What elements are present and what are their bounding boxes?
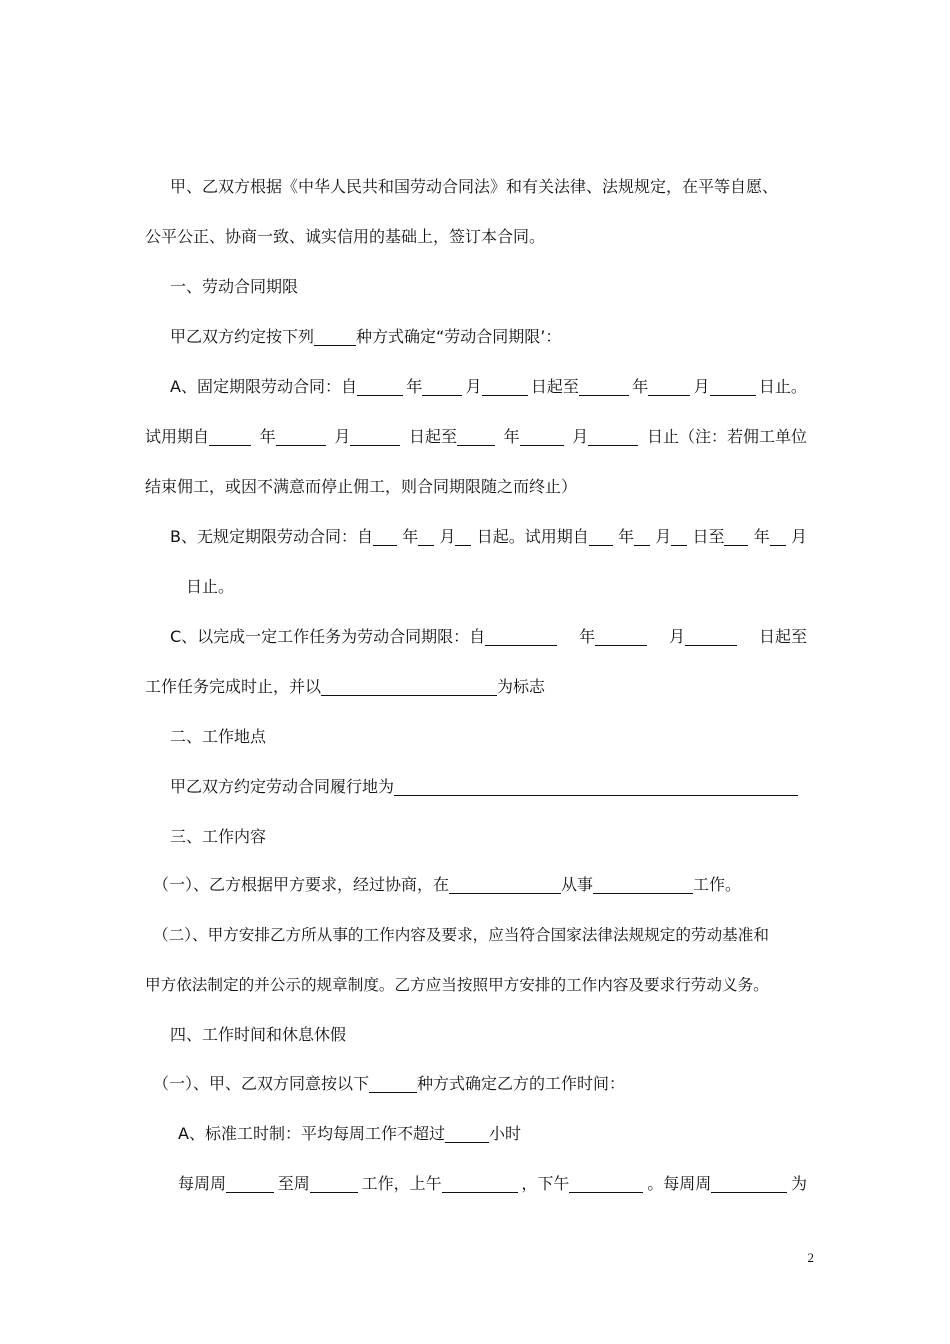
seg-year-4 — [504, 421, 564, 453]
work-content-text-2b: 甲方依法制定的并公示的规章制度。乙方应当按照甲方安排的工作内容及要求行劳动义务。 — [145, 976, 769, 994]
blank-start-month[interactable] — [422, 375, 462, 396]
section-1-intro — [170, 321, 807, 353]
rest-day-suffix: 为 — [790, 1174, 807, 1193]
seg-month-8 — [669, 621, 737, 653]
seg-afternoon — [521, 1168, 643, 1200]
year-label: 年 — [406, 377, 423, 396]
task-complete-text: 工作任务完成时止，并以 — [145, 677, 322, 696]
work-content-item-2b — [145, 969, 807, 1001]
year-label: 年 — [402, 527, 419, 546]
page-number: 2 — [807, 1250, 814, 1265]
month-label: 月 — [693, 377, 710, 396]
preamble-line-1 — [170, 171, 807, 203]
blank-week-start-day[interactable] — [226, 1172, 274, 1193]
work-location-line — [170, 771, 807, 803]
blank-week-end-day[interactable] — [310, 1172, 358, 1193]
task-marker-label: 为标志 — [497, 677, 546, 696]
seg-month-3 — [334, 421, 400, 453]
seg-year-2 — [632, 371, 690, 403]
work-content-item-1 — [153, 869, 807, 901]
work-content-item-2a — [153, 919, 807, 951]
task-term-label: C、以完成一定工作任务为劳动合同期限：自 — [170, 627, 486, 646]
preamble-text-1: 甲、乙双方根据《中华人民共和国劳动合同法》和有关法律、法规规定，在平等自愿、 — [170, 177, 779, 196]
seg-probation — [145, 421, 251, 453]
blank-open-year[interactable] — [373, 525, 397, 546]
year-label: 年 — [259, 427, 276, 446]
seg-month-6 — [655, 521, 687, 553]
work-time-intro-text: （一）、甲、乙双方同意按以下 — [153, 1074, 370, 1093]
blank-work-time-method[interactable] — [369, 1072, 417, 1093]
blank-task-month[interactable] — [595, 625, 647, 646]
blank-open-probation-end-month[interactable] — [770, 525, 786, 546]
month-label: 月 — [465, 377, 482, 396]
year-label: 年 — [753, 527, 770, 546]
blank-start-day[interactable] — [482, 375, 528, 396]
seg-task-start — [170, 621, 557, 653]
work-location-text: 甲乙双方约定劳动合同履行地为 — [170, 777, 395, 796]
seg-morning — [362, 1168, 518, 1200]
weekly-schedule-line — [178, 1168, 807, 1200]
year-label: 年 — [503, 427, 520, 446]
section-4-title — [170, 1019, 807, 1051]
blank-work-place[interactable] — [449, 873, 561, 894]
month-label: 月 — [572, 427, 589, 446]
standard-hours-line — [178, 1118, 807, 1150]
afternoon-label: ，下午 — [521, 1174, 570, 1193]
preamble-text-2: 公平公正、协商一致、诚实信用的基础上，签订本合同。 — [145, 227, 546, 246]
blank-work-location[interactable] — [394, 775, 798, 796]
seg-year-7 — [754, 521, 786, 553]
blank-afternoon-hours[interactable] — [569, 1172, 643, 1193]
intro-text-2: 种方式确定“劳动合同期限’： — [356, 327, 562, 346]
probation-note-text: 结束佣工，或因不满意而停止佣工，则合同期限随之而终止） — [145, 477, 578, 496]
week-to-label: 至周 — [277, 1174, 310, 1193]
morning-label: 工作，上午 — [361, 1174, 442, 1193]
work-content-text-2a: （二）、甲方安排乙方所从事的工作内容及要求，应当符合国家法律法规规定的劳动基准和 — [153, 926, 769, 944]
blank-task-year[interactable] — [485, 625, 557, 646]
month-label: 月 — [439, 527, 456, 546]
method-blank[interactable] — [314, 325, 356, 346]
seg-day-5 — [477, 521, 613, 553]
seg-month-2 — [694, 371, 756, 403]
seg-year-3 — [260, 421, 326, 453]
year-label: 年 — [632, 377, 649, 396]
probation-end-note: 日止（注：若佣工单位 — [646, 427, 807, 446]
month-label: 月 — [655, 527, 672, 546]
work-time-intro — [153, 1068, 807, 1100]
seg-month-5 — [439, 521, 471, 553]
blank-weekly-hours[interactable] — [445, 1122, 489, 1143]
seg-year-1 — [406, 371, 462, 403]
open-term-line — [170, 521, 807, 553]
open-term-end-text: 日止。 — [186, 577, 235, 596]
day-from-label: 日起至 — [758, 627, 807, 646]
work-label: 工作。 — [693, 875, 742, 894]
blank-task-marker[interactable] — [321, 675, 497, 696]
day-to-label: 日至 — [692, 527, 725, 546]
open-probation-label: 日起。试用期自 — [476, 527, 589, 546]
blank-open-month[interactable] — [418, 525, 434, 546]
seg-week-to — [278, 1168, 358, 1200]
week-from-label: 每周周 — [178, 1174, 227, 1193]
month-label: 月 — [790, 527, 807, 546]
blank-open-day[interactable] — [455, 525, 471, 546]
hours-label: 小时 — [488, 1124, 521, 1143]
year-label: 年 — [579, 627, 596, 646]
section-1-title — [170, 271, 807, 303]
task-complete-line — [145, 671, 807, 703]
blank-end-day[interactable] — [710, 375, 756, 396]
engage-label: 从事 — [561, 875, 594, 894]
preamble-line-2 — [145, 221, 807, 253]
blank-rest-day[interactable] — [711, 1172, 787, 1193]
seg-year-5 — [402, 521, 434, 553]
blank-start-year[interactable] — [357, 375, 403, 396]
blank-probation-start-day[interactable] — [350, 425, 400, 446]
blank-open-probation-day[interactable] — [671, 525, 687, 546]
blank-task-day[interactable] — [685, 625, 737, 646]
seg-year-6 — [618, 521, 650, 553]
section-4-title-text: 四、工作时间和休息休假 — [170, 1025, 347, 1044]
blank-morning-hours[interactable] — [442, 1172, 518, 1193]
seg-day-1 — [531, 371, 629, 403]
blank-end-year[interactable] — [579, 375, 629, 396]
work-content-text-1: （一）、乙方根据甲方要求，经过协商，在 — [153, 875, 450, 894]
section-3-title-text: 三、工作内容 — [170, 827, 267, 846]
fixed-term-start — [170, 371, 403, 403]
open-term-label: B、无规定期限劳动合同：自 — [170, 527, 373, 546]
blank-open-probation-year[interactable] — [589, 525, 613, 546]
year-label: 年 — [617, 527, 634, 546]
fixed-term-line — [170, 371, 807, 403]
work-time-method-text: 种方式确定乙方的工作时间： — [417, 1074, 626, 1093]
task-term-line — [170, 621, 807, 653]
blank-probation-end-day[interactable] — [588, 425, 638, 446]
seg-month-1 — [466, 371, 528, 403]
seg-day-6 — [692, 521, 748, 553]
section-1-title-text: 一、劳动合同期限 — [170, 277, 299, 296]
probation-line — [145, 421, 807, 453]
section-3-title — [170, 821, 807, 853]
rest-day-label: 。每周周 — [647, 1174, 712, 1193]
seg-rest-day — [647, 1168, 787, 1200]
blank-probation-start-year[interactable] — [209, 425, 251, 446]
day-from-to-label: 日起至 — [408, 427, 457, 446]
fixed-term-label: A、固定期限劳动合同：自 — [170, 377, 357, 396]
blank-work-type[interactable] — [593, 873, 693, 894]
seg-week-from — [178, 1168, 274, 1200]
probation-note-line — [145, 471, 807, 503]
probation-label: 试用期自 — [145, 427, 210, 446]
blank-open-probation-month[interactable] — [634, 525, 650, 546]
month-label: 月 — [334, 427, 351, 446]
open-term-end-line — [186, 571, 486, 603]
day-from-to-label: 日起至 — [530, 377, 579, 396]
blank-end-month[interactable] — [648, 375, 690, 396]
section-2-title — [170, 721, 807, 753]
intro-text-1: 甲乙双方约定按下列 — [170, 327, 315, 346]
day-end-label: 日止。 — [758, 377, 807, 396]
blank-probation-end-year[interactable] — [457, 425, 495, 446]
blank-open-probation-end-year[interactable] — [724, 525, 748, 546]
seg-open-start — [170, 521, 397, 553]
seg-day-3 — [409, 421, 495, 453]
seg-year-8 — [579, 621, 647, 653]
blank-probation-start-month[interactable] — [276, 425, 326, 446]
section-2-title-text: 二、工作地点 — [170, 727, 267, 746]
month-label: 月 — [669, 627, 686, 646]
standard-hours-text: A、标准工时制：平均每周工作不超过 — [178, 1124, 445, 1143]
seg-month-4 — [572, 421, 638, 453]
blank-probation-end-month[interactable] — [520, 425, 564, 446]
